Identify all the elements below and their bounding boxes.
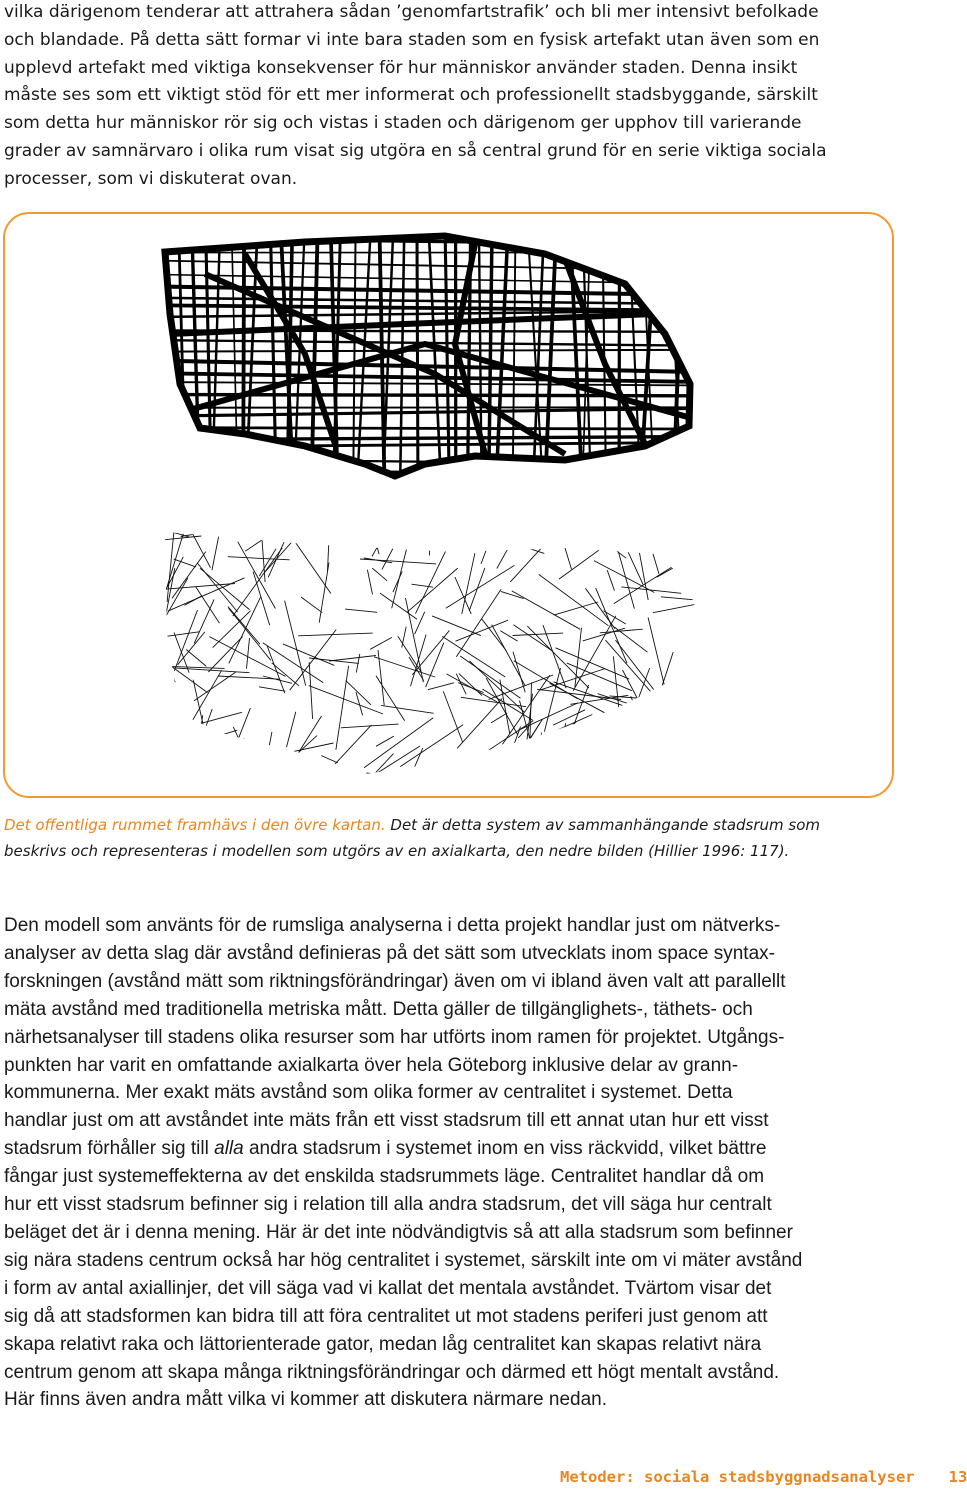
axial-line [426,643,444,688]
street [155,470,705,474]
axial-line [393,572,402,593]
axial-line [656,768,698,779]
axial-line [367,570,372,595]
axial-line [290,535,331,594]
axial-line [594,733,627,767]
public-space-map [155,234,705,484]
intro-paragraph [4,0,954,194]
axial-line [406,598,424,682]
axial-line [522,742,563,807]
axial-line [190,759,273,774]
axial-line [386,520,467,546]
axial-line [639,549,648,600]
caption-text-1: Det är detta system av sammanhängande stadsrum som [385,816,821,834]
page-footer [560,1468,967,1486]
body-line: i form av antal axiallinjer, det vill säga vad vi kallat det mentala avståndet. Tvärtom visar det [4,1277,772,1299]
street [155,436,705,439]
figure-frame [3,212,894,798]
axial-line [196,587,220,624]
axial-line [172,552,206,599]
axial-line [245,519,294,552]
axial-line [174,559,196,567]
axial-line [193,680,207,742]
axial-line [513,625,551,650]
axial-line [222,750,272,770]
axial-line [513,633,564,635]
axial-line [559,723,566,767]
axial-line [178,632,205,665]
axial-line [415,612,425,634]
axial-line [253,572,270,626]
axial-line [336,666,349,750]
axial-line [624,753,668,778]
axial-line [611,703,668,765]
axial-line [616,640,668,708]
axial-line [633,674,674,743]
axial-map [127,495,722,810]
axial-line [280,716,322,783]
axial-line [444,523,491,537]
axial-line [482,689,532,720]
axial-line [283,644,334,666]
axial-line [592,724,596,745]
axial-line [500,631,517,642]
axial-line [640,687,699,725]
body-line: punkten har varit en omfattande axialkarta över hela Göteborg inklusive delar av grann- [4,1054,739,1076]
street [155,298,705,304]
axial-line [376,736,394,746]
caption-highlight: Det offentliga rummet framhävs i den övre kartan. [4,816,386,834]
axial-line [542,722,576,753]
axial-line [614,566,674,604]
axial-line [616,752,618,801]
body-line: kommunerna. Mer exakt mäts avstånd som olika former av centralitet i systemet. Detta [4,1082,733,1104]
street [243,234,244,484]
body-line: beläget det är i denna mening. Här är det inte nödvändigtvis så att alla stadsrum som befinner [4,1221,793,1243]
axial-line [380,593,417,619]
axial-line [661,652,674,690]
axial-line [497,538,545,553]
axial-line [346,524,409,545]
axial-line [575,720,620,767]
axial-line [184,596,202,606]
body-line: mäta avstånd med traditionella metriska mått. Detta gäller de tillgänglighets-, täthets- och [4,998,753,1020]
body-paragraph [4,912,954,1414]
axial-line [653,535,684,553]
axial-line [372,524,390,557]
axial-line [272,663,299,686]
axial-line [497,535,516,569]
axial-line [208,637,242,672]
axial-line [161,568,174,638]
axial-line [510,536,552,582]
axial-line [492,625,525,685]
axial-line [539,733,542,758]
axial-line [623,670,644,710]
axial-line [321,756,338,763]
axial-line [228,607,260,645]
axial-line [309,686,383,714]
axial-line [596,588,627,663]
axial-line [238,542,276,609]
axial-line [543,761,578,765]
axial-line [596,717,662,737]
axial-line [301,597,322,613]
axial-line [233,727,247,757]
body-line: sig då att stadsformen kan bidra till att föra centralitet ut mot stadens periferi just genom att [4,1305,768,1327]
axial-line [372,568,387,581]
axial-line [611,526,634,609]
axial-line [690,528,704,549]
axial-line [643,755,682,802]
axial-line [259,495,265,582]
axial-line [244,738,258,764]
axial-line [635,713,670,773]
axial-line [169,712,242,732]
axial-line [212,500,226,570]
intro-line: måste ses som ett viktigt stöd för ett mer informerat och professionellt stadsbyggande, särskilt [4,85,818,106]
axial-line [583,729,599,743]
axial-line [345,609,377,612]
axial-line [482,619,507,651]
axial-line [413,517,460,547]
axial-line [135,536,201,543]
axial-line [400,725,463,767]
axial-line [374,657,435,677]
axial-line [501,591,524,598]
axial-line [399,748,423,803]
intro-line: processer, som vi diskuterat ovan. [4,168,298,189]
street [417,234,418,484]
axial-line [657,560,687,577]
body-line-part: andra stadsrum i systemet inom en viss räckvidd, vilket bättre [243,1138,767,1160]
footer-section-title: Metoder: sociala stadsbyggnadsanalyser [560,1468,915,1486]
axial-line [402,627,407,648]
body-line-part: stadsrum förhåller sig till [4,1138,215,1160]
axial-line [617,524,628,542]
street [271,234,277,484]
axial-line [684,528,710,567]
axial-line [170,760,193,768]
axial-line [468,721,534,765]
axial-line [287,712,296,747]
body-line: skapa relativt raka och lättorienterade gator, medan låg centralitet kan skapas relativt nära [4,1333,762,1355]
axial-line [191,530,211,568]
intro-line: vilka därigenom tenderar att attrahera sådan ’genomfartstrafik’ och bli mer intensivt befolkade [4,2,819,22]
axial-line [192,715,203,791]
axial-line [157,633,175,682]
axial-line [456,620,509,641]
axial-line [168,632,201,637]
axial-line [446,565,515,608]
axial-line [443,691,462,742]
axial-line [560,533,571,570]
axial-line [430,521,431,555]
axial-line [491,713,507,723]
axial-line [583,519,592,543]
axial-line [298,633,373,636]
street [192,234,200,484]
axial-line [370,637,392,649]
axial-line [257,732,272,811]
axial-line [543,625,566,688]
axial-line [661,597,693,600]
intro-line: upplevd artefakt med viktiga konsekvenser för hur människor använder staden. Denna insikt [4,57,798,78]
axial-line [649,684,700,708]
axial-line [461,697,526,706]
street [232,234,238,484]
axial-line [222,708,250,780]
axial-line [329,656,376,662]
axial-line [486,678,518,735]
axial-line [382,500,418,570]
intro-line: som detta hur människor rör sig och vistas i staden och därigenom ger upphov till varierande [4,113,802,134]
axial-line [573,616,616,691]
axial-line [381,705,433,713]
axial-line [539,574,609,625]
axial-line [328,501,331,570]
axial-line [646,682,672,734]
axial-line [247,638,250,669]
axial-line [653,599,722,613]
axial-line [681,670,699,713]
body-line: Här finns även andra mått vilka vi kommer att diskutera närmare nedan. [4,1389,607,1411]
axial-line [697,651,699,678]
axial-line [319,563,329,623]
axial-line [432,616,481,636]
axial-line [378,650,384,705]
axial-line [428,683,454,690]
axial-lines [127,495,722,810]
street [155,428,705,429]
axial-line [229,608,271,660]
axial-line [259,687,285,691]
axial-line [457,698,502,748]
street [429,234,441,484]
axial-line [550,683,605,713]
street [445,234,449,484]
axial-line [648,618,666,692]
axial-line [181,526,240,536]
body-line: handlar just om att avståndet inte mäts från ett visst stadsrum till ett annat utan hur ett visst [4,1110,769,1132]
axial-line [267,646,285,693]
axial-line [556,506,626,559]
emphasis-text: alla [214,1138,244,1160]
figure-caption [4,812,954,864]
street [693,234,698,484]
axial-line [263,676,292,683]
body-line: hur ett visst stadsrum befinner sig i relation till alla andra stadsrum, det vill säga hur centralt [4,1194,772,1216]
body-line: analyser av detta slag där avstånd definieras på det sätt som utvecklats inom space syntax- [4,942,775,964]
axial-line [618,720,628,788]
axial-line [551,746,593,798]
axial-line [638,751,702,795]
caption-text-2: beskrivs och representeras i modellen som utgörs av en axialkarta, den nedre bilden (Hillier 1996: 117). [4,842,790,860]
street [695,234,704,484]
axial-line [354,533,377,540]
axial-line [367,510,379,554]
axial-line [442,636,505,677]
axial-line [457,766,529,775]
axial-line [183,670,222,736]
axial-line [611,712,694,731]
axial-line [607,570,614,591]
axial-line [647,751,663,766]
body-line: forskningen (avstånd mätt som riktningsförändringar) även om vi ibland även valt att parallellt [4,970,786,992]
axial-line [462,553,475,614]
axial-line [264,736,317,785]
intro-line: och blandade. På detta sätt formar vi inte bara staden som en fysisk artefakt utan även som en [4,29,820,50]
axial-line [309,662,312,719]
intro-line: grader av samnärvaro i olika rum visat sig utgöra en så central grund för en serie viktiga sociala [4,140,827,161]
axial-line [402,526,428,533]
axial-line [174,610,197,671]
street [155,350,705,352]
axial-line [613,656,621,731]
axial-line [210,730,237,738]
axial-line [460,656,520,698]
axial-line [186,650,206,667]
axial-line [198,563,238,612]
street [513,234,516,484]
body-line: närhetsanalyser till stadens olika resurser som har utförts inom ramen för projektet. Utgångs- [4,1026,785,1048]
axial-line [682,574,697,586]
axial-line [469,568,485,611]
axial-line [576,729,590,749]
axial-line [614,627,647,652]
axial-line [376,676,405,721]
axial-line [200,568,250,609]
street [496,234,508,484]
map-illustration [5,214,892,796]
axial-line [127,733,205,744]
axial-line [456,589,501,657]
body-line: Den modell som använts för de rumsliga analyserna i detta projekt handlar just om nätverks- [4,915,781,936]
street [212,234,220,484]
axial-line [565,762,643,775]
body-line: fångar just systemeffekterna av det enskilda stadsrummets läge. Centralitet handlar då om [4,1166,765,1188]
axial-line [194,599,214,643]
street [155,408,705,416]
axial-line [366,746,420,780]
body-line: sig nära stadens centrum också har hög centralitet i systemet, särskilt inte om vi mäter avstånd [4,1249,803,1271]
body-line: centrum genom att skapa många riktningsförändringar och därmed ett högt mentalt avstånd. [4,1361,780,1383]
axial-line [640,510,659,574]
axial-line [360,559,436,564]
axial-line [583,628,625,641]
axial-line [481,544,488,564]
axial-line [621,587,681,593]
axial-line [366,773,403,778]
body-line [4,1135,954,1163]
page-number: 13 [948,1468,967,1486]
street [155,305,705,310]
axial-line [228,557,290,560]
axial-line [265,511,320,572]
axial-line [640,703,641,721]
axial-line [637,668,650,702]
axial-line [631,696,644,726]
axial-line [664,715,688,737]
axial-line [458,683,484,693]
axial-line [594,561,655,593]
